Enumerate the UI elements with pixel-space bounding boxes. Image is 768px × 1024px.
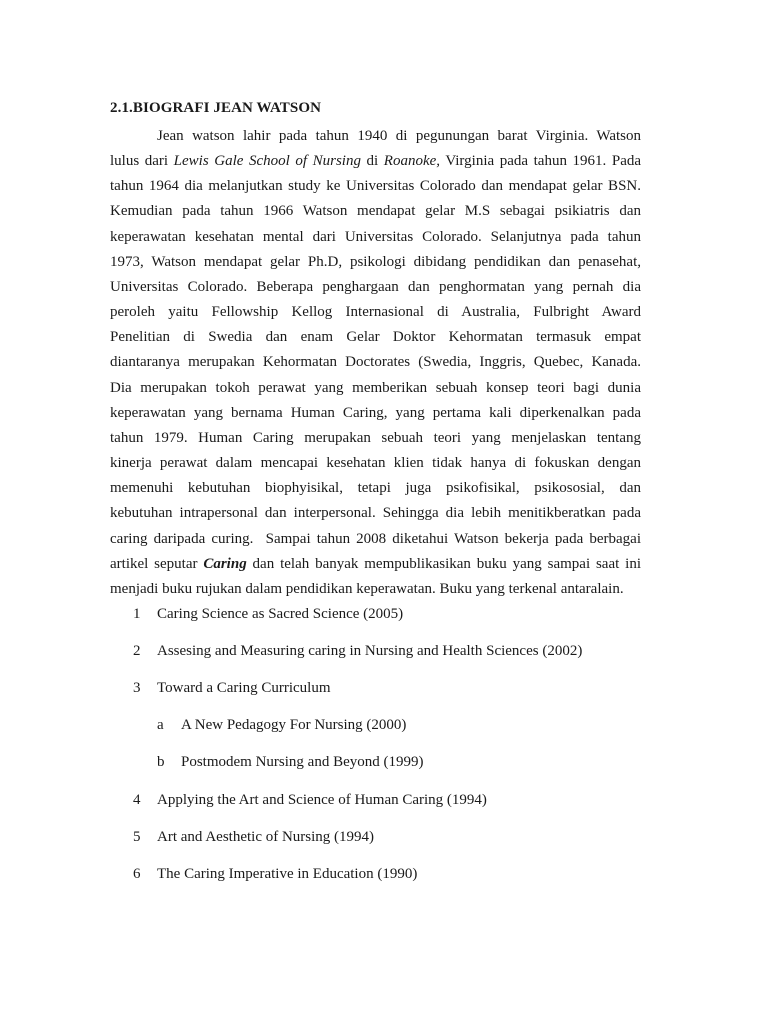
paragraph-line xyxy=(110,199,641,224)
list-item xyxy=(157,754,423,771)
paragraph-text: Penelitian di Swedia dan enam Gelar Doktor Kehormatan termasuk empat xyxy=(110,329,641,346)
paragraph-text: Universitas Colorado. Beberapa penghargaan dan penghormatan yang pernah dia xyxy=(110,278,641,295)
paragraph-line xyxy=(110,174,641,199)
book-title: Applying the Art and Science of Human Caring (1994) xyxy=(157,792,487,808)
list-item xyxy=(133,643,582,660)
paragraph-line xyxy=(110,250,641,275)
paragraph-line xyxy=(110,426,641,451)
paragraph-text: 1973, Watson mendapat gelar Ph.D, psikologi dibidang pendidikan dan penasehat, xyxy=(110,253,641,270)
list-marker: 6 xyxy=(133,866,141,882)
book-title: Caring Science as Sacred Science (2005) xyxy=(157,606,404,622)
paragraph-text: kebutuhan intrapersonal dan interpersonal. Sehingga dia lebih menitikberatkan pada xyxy=(110,505,641,522)
list-marker: a xyxy=(157,717,164,733)
paragraph-line xyxy=(110,350,641,375)
biography-paragraph xyxy=(110,124,641,602)
paragraph-text: menjadi buku rujukan dalam pendidikan keperawatan. Buku yang terkenal antaralain. xyxy=(110,580,624,597)
list-item xyxy=(157,717,406,734)
paragraph-line xyxy=(110,300,641,325)
paragraph-line xyxy=(110,275,641,300)
paragraph-line xyxy=(110,552,641,577)
paragraph-line xyxy=(110,124,641,149)
paragraph-text: artikel seputar xyxy=(110,555,204,572)
paragraph-text: Virginia pada tahun 1961. Pada xyxy=(440,153,641,170)
book-title: Toward a Caring Curriculum xyxy=(157,680,331,696)
book-title: Postmodem Nursing and Beyond (1999) xyxy=(181,754,424,770)
list-marker: 4 xyxy=(133,792,141,808)
paragraph-text: di xyxy=(360,153,384,170)
book-title: A New Pedagogy For Nursing (2000) xyxy=(181,717,407,733)
list-marker: 3 xyxy=(133,680,141,696)
list-item xyxy=(133,866,417,883)
paragraph-text: lulus dari xyxy=(110,153,174,170)
list-marker: b xyxy=(157,754,165,770)
paragraph-line xyxy=(110,401,641,426)
paragraph-line xyxy=(110,476,641,501)
list-item xyxy=(133,792,487,809)
paragraph-text: diantaranya merupakan Kehormatan Doctorates (Swedia, Inggris, Quebec, Kanada. xyxy=(110,354,641,371)
paragraph-text: caring daripada curing. Sampai tahun 2008 diketahui Watson bekerja pada berbagai xyxy=(110,530,641,547)
list-item xyxy=(133,829,374,846)
list-item xyxy=(133,606,403,623)
paragraph-line xyxy=(110,527,641,552)
paragraph-line xyxy=(110,225,641,250)
list-marker: 5 xyxy=(133,829,141,845)
paragraph-line xyxy=(110,149,641,174)
bold-italic-text: Caring xyxy=(203,555,247,572)
paragraph-line xyxy=(110,451,641,476)
paragraph-text: keperawatan yang bernama Human Caring, yang pertama kali diperkenalkan pada xyxy=(110,404,641,421)
section-heading: 2.1.BIOGRAFI JEAN WATSON xyxy=(110,100,322,116)
paragraph-text: Kemudian pada tahun 1966 Watson mendapat gelar M.S sebagai psikiatris dan xyxy=(110,203,641,220)
paragraph-text: tahun 1979. Human Caring merupakan sebuah teori yang menjelaskan tentang xyxy=(110,429,641,446)
paragraph-line xyxy=(110,376,641,401)
paragraph-line xyxy=(110,325,641,350)
italic-text: Roanoke, xyxy=(383,153,441,170)
paragraph-line xyxy=(110,577,641,602)
list-item xyxy=(133,680,331,697)
paragraph-text: dan telah banyak mempublikasikan buku yang sampai saat ini xyxy=(246,555,641,572)
list-marker: 2 xyxy=(133,643,141,659)
paragraph-text: Dia merupakan tokoh perawat yang memberikan sebuah konsep teori bagi dunia xyxy=(110,379,641,396)
paragraph-text: Jean watson lahir pada tahun 1940 di pegunungan barat Virginia. Watson xyxy=(157,128,641,144)
book-title: The Caring Imperative in Education (1990) xyxy=(157,866,418,882)
paragraph-text: peroleh yaitu Fellowship Kellog Internasional di Australia, Fulbright Award xyxy=(110,304,641,321)
book-title: Art and Aesthetic of Nursing (1994) xyxy=(157,829,375,845)
paragraph-text: kinerja perawat dalam mencapai kesehatan klien tidak hanya di fokuskan dengan xyxy=(110,455,641,472)
paragraph-text: keperawatan kesehatan mental dari Universitas Colorado. Selanjutnya pada tahun xyxy=(110,228,641,245)
paragraph-text: memenuhi kebutuhan biophyisikal, tetapi juga psikofisikal, psikososial, dan xyxy=(110,480,641,497)
italic-text: Lewis Gale School of Nursing xyxy=(173,153,361,170)
paragraph-text: tahun 1964 dia melanjutkan study ke Universitas Colorado dan mendapat gelar BSN. xyxy=(110,178,641,195)
list-marker: 1 xyxy=(133,606,141,622)
paragraph-line xyxy=(110,501,641,526)
book-title: Assesing and Measuring caring in Nursing and Health Sciences (2002) xyxy=(157,643,583,659)
